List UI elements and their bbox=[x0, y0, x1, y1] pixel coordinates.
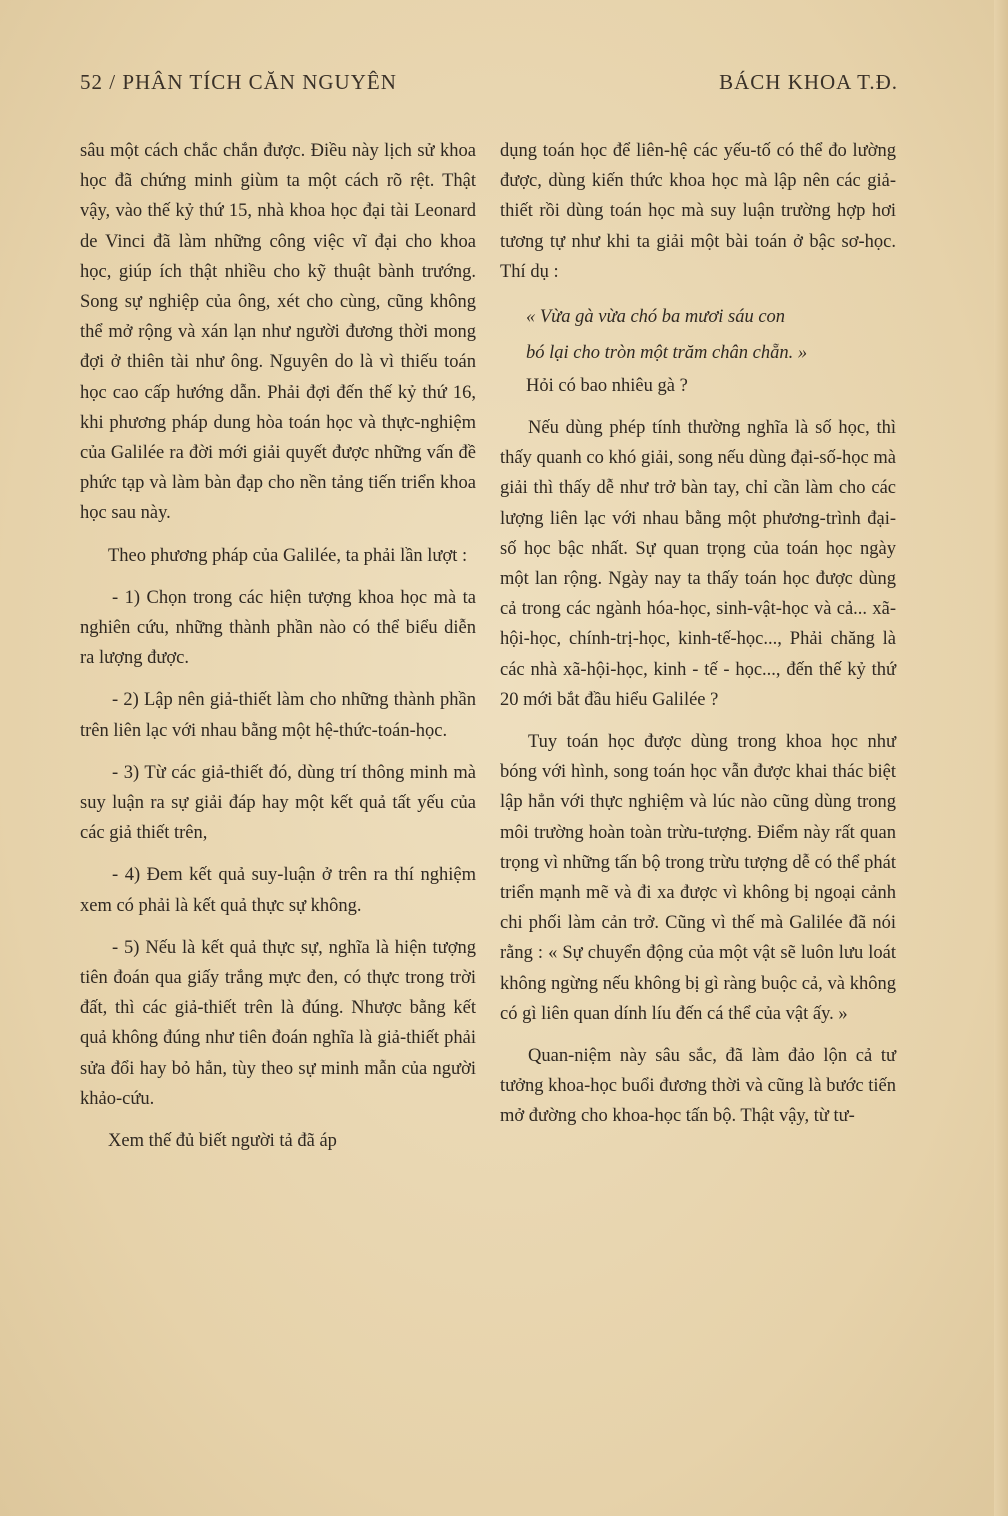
paragraph: Nếu dùng phép tính thường nghĩa là số học, thì thấy quanh co khó giải, song nếu dùng đại-số-học mà giải thì thấy dễ như trở bàn tay, chỉ cần làm cho các lượng liên lạc với nhau bằng một phương-trình đại-số học bậc nhất. Sự quan trọng của toán học ngày một lan rộng. Ngày nay ta thấy toán học được dùng cả trong các ngành hóa-học, sinh-vật-học và cả... xã-hội-học, chính-trị-học, kinh-tế-học..., Phải chăng là các nhà xã-hội-học, kinh - tế - học..., đến thế kỷ thứ 20 mới bắt đầu hiểu Galilée ? bbox=[500, 418, 896, 710]
left-column bbox=[80, 136, 476, 1156]
page-edge bbox=[994, 0, 1008, 1516]
list-item: - 5) Nếu là kết quả thực sự, nghĩa là hiện tượng tiên đoán qua giấy trắng mực đen, có thực trong trời đất, thì các giả-thiết trên là đúng. Nhược bằng kết quả không đúng như tiên đoán nghĩa là giả-thiết phải sửa đổi hay bỏ hẳn, tùy theo sự minh mẫn của người khảo-cứu. bbox=[80, 937, 476, 1109]
paragraph: Tuy toán học được dùng trong khoa học như bóng với hình, song toán học vẫn được khai thác biệt lập hẳn với thực nghiệm và lúc nào cũng dùng trong môi trường hoàn toàn trừu-tượng. Điểm này rất quan trọng vì những tấn bộ trong trừu tượng dễ có thể phát triển mạnh mẽ và đi xa được vì không bị ngoại cảnh chi phối làm cản trở. Cũng vì thế mà Galilée đã nói rằng : « Sự chuyển động của một vật sẽ luôn lưu loát không ngừng nếu không bị gì ràng buộc cả, và không có gì liên quan dính líu đến cá thể của vật ấy. » bbox=[500, 732, 896, 1024]
page-header bbox=[80, 70, 900, 106]
list-item: - 4) Đem kết quả suy-luận ở trên ra thí nghiệm xem có phải là kết quả thực sự không. bbox=[80, 865, 476, 916]
running-head-left: 52 / PHÂN TÍCH CĂN NGUYÊN bbox=[80, 70, 397, 94]
paragraph: Xem thế đủ biết người tả đã áp bbox=[108, 1131, 337, 1152]
paragraph: sâu một cách chắc chắn được. Điều này lịch sử khoa học đã chứng minh giùm ta một cách rõ rệt. Thật vậy, vào thế kỷ thứ 15, nhà khoa học đại tài Leonard de Vinci đã làm những công việc vĩ đại cho khoa học, giúp ích thật nhiều cho kỹ thuật bành trướng. Song sự nghiệp của ông, xét cho cùng, cũng không thể mở rộng và xán lạn như người đương thời mong đợi ở thiên tài như ông. Nguyên do là vì thiếu toán học cao cấp hướng dẫn. Phải đợi đến thế kỷ thứ 16, khi phương pháp dung hòa toán học và thực-nghiệm của Galilée ra đời mới giải quyết được những vấn đề phức tạp và làm bàn đạp cho nền tảng tiến triển khoa học sau này. bbox=[80, 141, 476, 524]
list-item: - 2) Lập nên giả-thiết làm cho những thành phần trên liên lạc với nhau bằng một hệ-thức-toán-học. bbox=[80, 690, 476, 741]
running-head-right: BÁCH KHOA T.Đ. bbox=[719, 70, 898, 94]
list-item: - 3) Từ các giả-thiết đó, dùng trí thông minh mà suy luận ra sự giải đáp hay một kết quả tất yếu của các giả thiết trên, bbox=[80, 762, 476, 844]
paragraph: dụng toán học để liên-hệ các yếu-tố có thể đo lường được, dùng kiến thức khoa học mà lập nên các giả-thiết rồi dùng toán học mà suy luận trường hợp hơi tương tự như khi ta giải một bài toán ở bậc sơ-học. Thí dụ : bbox=[500, 141, 896, 282]
verse-line: « Vừa gà vừa chó ba mươi sáu con bbox=[526, 307, 786, 328]
list-item: - 1) Chọn trong các hiện tượng khoa học mà ta nghiên cứu, những thành phần nào có thể biểu diễn ra lượng được. bbox=[80, 587, 476, 669]
paragraph: Theo phương pháp của Galilée, ta phải lần lượt : bbox=[108, 545, 468, 566]
paragraph: Quan-niệm này sâu sắc, đã làm đảo lộn cả tư tưởng khoa-học buổi đương thời và cũng là bước tiến mở đường cho khoa-học tấn bộ. Thật vậy, từ tư- bbox=[500, 1046, 896, 1127]
right-column bbox=[500, 136, 896, 1132]
verse-line: bó lại cho tròn một trăm chân chẵn. » bbox=[526, 343, 808, 364]
verse-question: Hỏi có bao nhiêu gà ? bbox=[526, 376, 688, 397]
